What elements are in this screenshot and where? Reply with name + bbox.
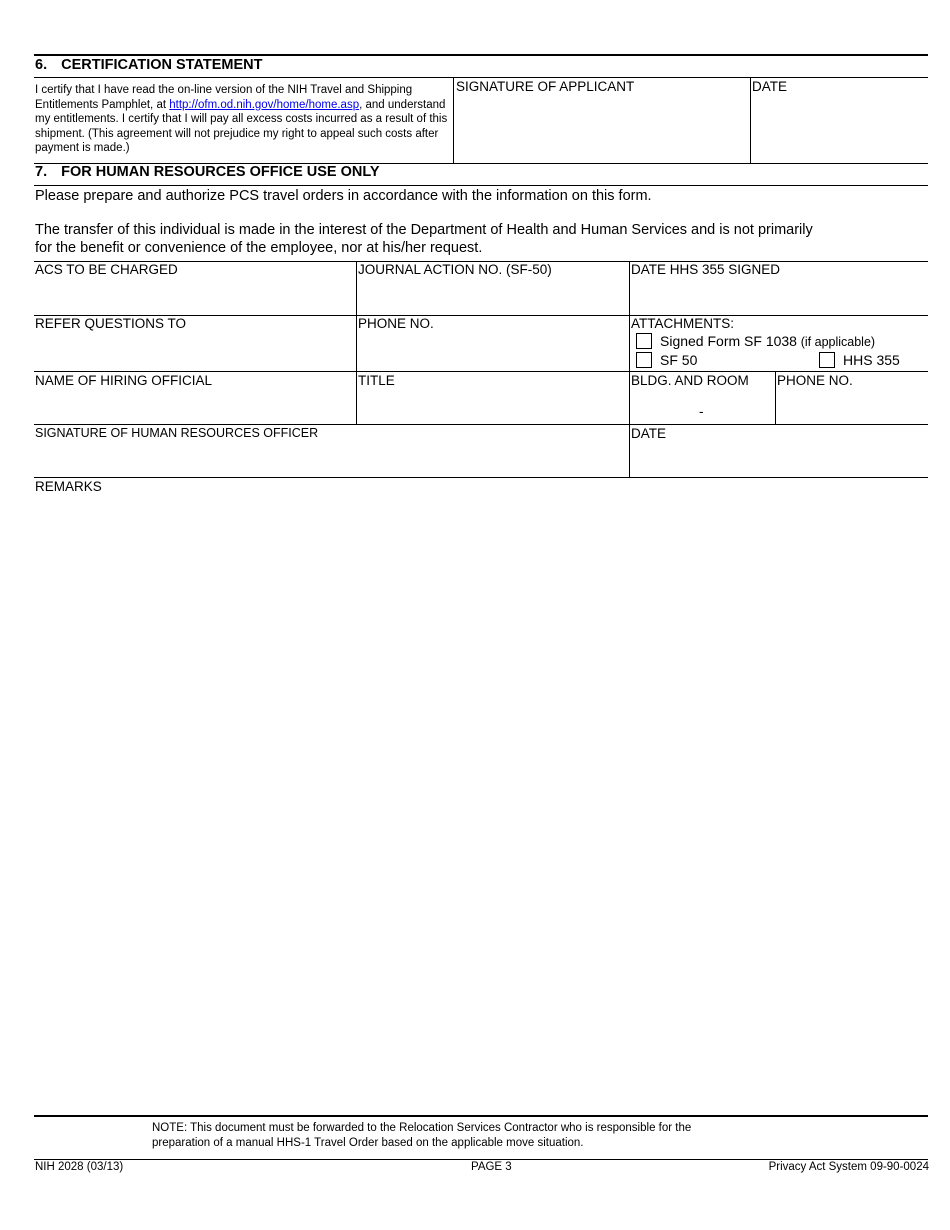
- row2-divider-1: [356, 315, 357, 372]
- applicant-date-label: DATE: [752, 79, 788, 94]
- certification-text: [35, 83, 451, 156]
- phone-label: PHONE NO.: [358, 316, 434, 331]
- sf1038-note: (if applicable): [800, 335, 876, 349]
- phone-field[interactable]: [358, 316, 626, 370]
- certification-text-part2: , and understand my entitlements. I certify that I will pay all excess costs incurred as a result of this shipment. (This agreement will not prejudice my right to appeal such costs after payment is made.): [35, 98, 448, 154]
- grid-row4-bottom: [34, 477, 928, 478]
- section6-top-rule: [34, 54, 928, 56]
- row1-divider-1: [356, 261, 357, 316]
- refer-questions-label: REFER QUESTIONS TO: [35, 316, 187, 331]
- applicant-signature-label: SIGNATURE OF APPLICANT: [456, 79, 635, 94]
- hhs355-label: HHS 355: [843, 352, 900, 368]
- bldg-room-label: BLDG. AND ROOM: [631, 373, 749, 388]
- page-number: PAGE 3: [471, 1161, 512, 1173]
- sf1038-checkbox[interactable]: [636, 333, 652, 349]
- forwarding-note-line2: preparation of a manual HHS-1 Travel Order based on the applicable move situation.: [152, 1136, 584, 1149]
- hr-date-label: DATE: [631, 426, 667, 441]
- forwarding-note-line1: NOTE: This document must be forwarded to the Relocation Services Contractor who is responsible for the: [152, 1122, 692, 1134]
- row3-divider-2: [629, 371, 630, 425]
- title-label: TITLE: [358, 373, 395, 388]
- date-hhs355-label: DATE HHS 355 SIGNED: [631, 262, 781, 277]
- applicant-date-field[interactable]: [752, 79, 926, 161]
- journal-action-label: JOURNAL ACTION NO. (SF-50): [358, 262, 552, 277]
- form-id: NIH 2028 (03/13): [35, 1161, 124, 1173]
- hr-signature-label: SIGNATURE OF HUMAN RESOURCES OFFICER: [35, 426, 319, 440]
- privacy-act-system: Privacy Act System 09-90-0024: [768, 1161, 929, 1173]
- remarks-label: REMARKS: [35, 479, 102, 494]
- hr-date-field[interactable]: [631, 426, 927, 476]
- forwarding-note: [152, 1121, 691, 1150]
- phone2-field[interactable]: [777, 373, 927, 423]
- refer-questions-field[interactable]: [35, 316, 353, 370]
- row3-divider-1: [356, 371, 357, 425]
- transfer-statement-line1: The transfer of this individual is made in the interest of the Department of Health and Human Services and is not primarily: [35, 222, 813, 238]
- attachments-label: ATTACHMENTS:: [631, 316, 734, 331]
- sf50-label: SF 50: [660, 352, 698, 368]
- row3-divider-3: [775, 371, 776, 425]
- cert-divider-2: [750, 77, 751, 163]
- sf50-checkbox[interactable]: [636, 352, 652, 368]
- title-field[interactable]: [358, 373, 626, 423]
- remarks-area[interactable]: [34, 498, 928, 1110]
- transfer-statement-line2: for the benefit or convenience of the employee, nor at his/her request.: [35, 240, 483, 256]
- section7-number: 7.: [35, 164, 48, 180]
- row4-divider: [629, 424, 630, 478]
- phone2-label: PHONE NO.: [777, 373, 853, 388]
- acs-field[interactable]: [35, 262, 353, 314]
- acs-label: ACS TO BE CHARGED: [35, 262, 178, 277]
- row1-divider-2: [629, 261, 630, 316]
- grid-row3-top: [34, 371, 928, 372]
- sf1038-label: Signed Form SF 1038: [660, 333, 797, 349]
- section6-heading-rule: [34, 77, 928, 78]
- footer-top-rule: [34, 1115, 928, 1117]
- footer-bottom-rule: [34, 1159, 928, 1160]
- certification-text-part1: I certify that I have read the on-line version of the NIH Travel and Shipping Entitlements Pamphlet, at: [35, 84, 413, 111]
- hiring-official-field[interactable]: [35, 373, 353, 423]
- hhs355-checkbox[interactable]: [819, 352, 835, 368]
- nih-pamphlet-link[interactable]: http://ofm.od.nih.gov/home/home.asp: [169, 98, 360, 111]
- cert-divider-1: [453, 77, 454, 163]
- section6-number: 6.: [35, 57, 48, 73]
- section7-title: FOR HUMAN RESOURCES OFFICE USE ONLY: [61, 164, 380, 180]
- hr-signature-field[interactable]: [35, 425, 625, 475]
- row2-divider-2: [629, 315, 630, 372]
- hiring-official-label: NAME OF HIRING OFFICIAL: [35, 373, 213, 388]
- date-hhs355-field[interactable]: [631, 262, 927, 314]
- bldg-room-value: -: [699, 404, 704, 419]
- section7-heading-rule: [34, 185, 928, 186]
- sf1038-option: [660, 333, 875, 350]
- section7-heading: [35, 164, 380, 180]
- section6-heading: [35, 57, 262, 73]
- section6-title: CERTIFICATION STATEMENT: [61, 57, 263, 73]
- applicant-signature-field[interactable]: [456, 79, 748, 161]
- pcs-instruction: Please prepare and authorize PCS travel orders in accordance with the information on this form.: [35, 188, 652, 204]
- journal-action-field[interactable]: [358, 262, 626, 314]
